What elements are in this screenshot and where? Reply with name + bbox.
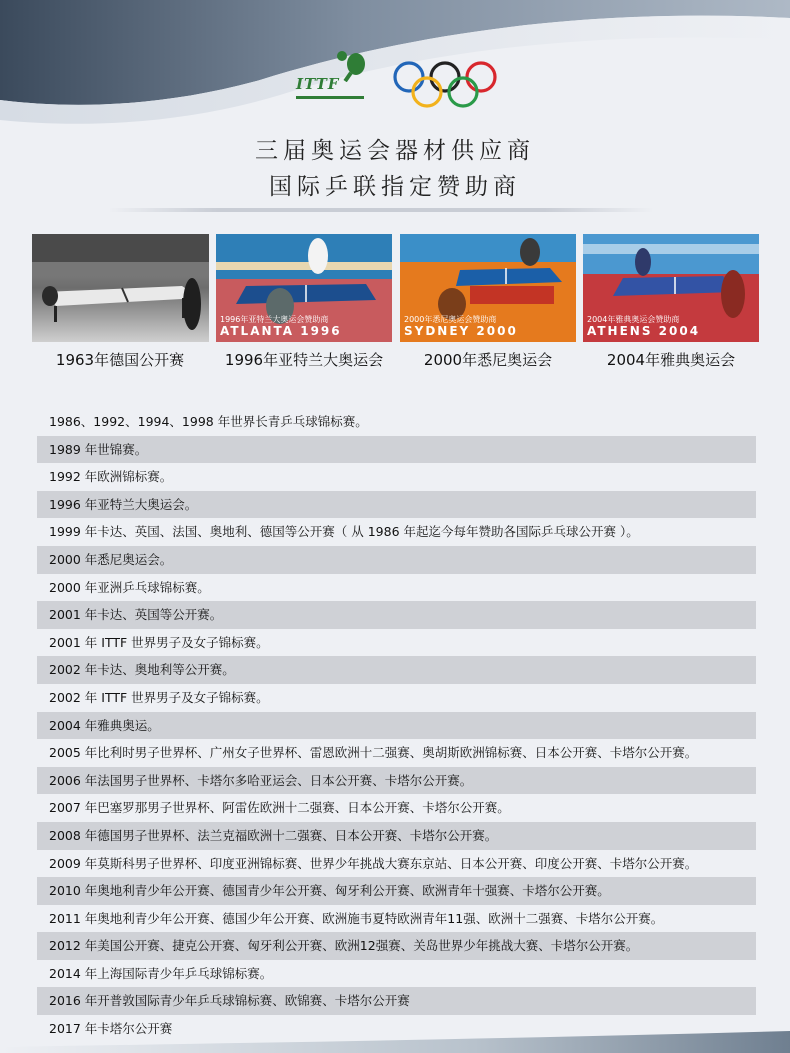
history-row: 2007 年巴塞罗那男子世界杯、阿雷佐欧洲十二强赛、日本公开赛、卡塔尔公开赛。 — [49, 800, 510, 816]
photo-1963 — [32, 234, 209, 342]
history-row: 2012 年美国公开赛、捷克公开赛、匈牙利公开赛、欧洲12强赛、关岛世界少年挑战大赛、卡塔尔公开赛。 — [37, 932, 756, 960]
history-row: 2010 年奥地利青少年公开赛、德国青少年公开赛、匈牙利公开赛、欧洲青年十强赛、卡塔尔公开赛。 — [37, 877, 756, 905]
photo-sydney-2000 — [400, 234, 576, 342]
page-subtitle: 国际乒联指定赞助商 — [269, 174, 521, 200]
title-divider — [108, 208, 654, 212]
history-row: 1992 年欧洲锦标赛。 — [49, 469, 173, 485]
photo-caption: 1996年亚特兰大奥运会 — [224, 351, 384, 369]
history-row: 1996 年亚特兰大奥运会。 — [37, 491, 756, 519]
history-row: 2001 年卡达、英国等公开赛。 — [37, 601, 756, 629]
history-row: 1989 年世锦赛。 — [37, 436, 756, 464]
photo-overlay-city: ATLANTA 1996 — [220, 324, 342, 338]
photo-atlanta-1996 — [216, 234, 392, 342]
history-row: 2000 年悉尼奥运会。 — [37, 546, 756, 574]
history-row: 2014 年上海国际青少年乒乓球锦标赛。 — [49, 965, 273, 981]
history-row: 2017 年卡塔尔公开赛 — [49, 1021, 173, 1037]
history-row: 2006 年法国男子世界杯、卡塔尔多哈亚运会、日本公开赛、卡塔尔公开赛。 — [37, 767, 756, 795]
photo-overlay-subtitle: 2004年雅典奥运会赞助商 — [587, 315, 680, 324]
history-row: 1986、1992、1994、1998 年世界长青乒乓球锦标赛。 — [49, 414, 368, 429]
ittf-logo-underline — [296, 96, 364, 99]
sponsorship-history-list — [37, 408, 756, 1043]
photo-overlay-subtitle: 2000年悉尼奥运会赞助商 — [404, 315, 497, 324]
history-row: 2008 年德国男子世界杯、法兰克福欧洲十二强赛、日本公开赛、卡塔尔公开赛。 — [37, 822, 756, 850]
photo-caption: 2000年悉尼奥运会 — [423, 351, 553, 369]
history-row: 2016 年开普敦国际青少年乒乓球锦标赛、欧锦赛、卡塔尔公开赛 — [37, 987, 756, 1015]
photo-caption: 2004年雅典奥运会 — [606, 351, 736, 369]
history-row: 2000 年亚洲乒乓球锦标赛。 — [49, 579, 210, 595]
ittf-logo — [296, 48, 368, 106]
ittf-logo-text: ITTF — [296, 75, 340, 93]
history-row: 2011 年奥地利青少年公开赛、德国少年公开赛、欧洲施韦夏特欧洲青年11强、欧洲十二强赛、卡塔尔公开赛。 — [49, 910, 664, 926]
photo-caption: 1963年德国公开赛 — [55, 351, 185, 369]
history-row: 2005 年比利时男子世界杯、广州女子世界杯、雷恩欧洲十二强赛、奥胡斯欧洲锦标赛、日本公开赛、卡塔尔公开赛。 — [49, 745, 698, 761]
footer-background — [0, 1013, 790, 1053]
history-row: 2009 年莫斯科男子世界杯、印度亚洲锦标赛、世界少年挑战大赛东京站、日本公开赛、印度公开赛、卡塔尔公开赛。 — [49, 855, 698, 871]
page-title: 三届奥运会器材供应商 — [255, 138, 535, 164]
photo-overlay-city: SYDNEY 2000 — [404, 324, 518, 338]
history-row: 2002 年卡达、奥地利等公开赛。 — [37, 656, 756, 684]
photo-overlay-subtitle: 1996年亚特兰大奥运会赞助商 — [220, 315, 329, 324]
history-row: 2004 年雅典奥运。 — [37, 712, 756, 740]
photo-overlay-city: ATHENS 2004 — [587, 324, 701, 338]
history-row: 2002 年 ITTF 世界男子及女子锦标赛。 — [49, 689, 269, 705]
history-row: 2001 年 ITTF 世界男子及女子锦标赛。 — [49, 634, 269, 650]
history-row: 1999 年卡达、英国、法国、奥地利、德国等公开赛（ 从 1986 年起迄今每年赞助各国际乒乓球公开赛 ）。 — [49, 524, 639, 540]
photo-athens-2004 — [583, 234, 759, 342]
olympic-rings-icon — [392, 60, 498, 110]
